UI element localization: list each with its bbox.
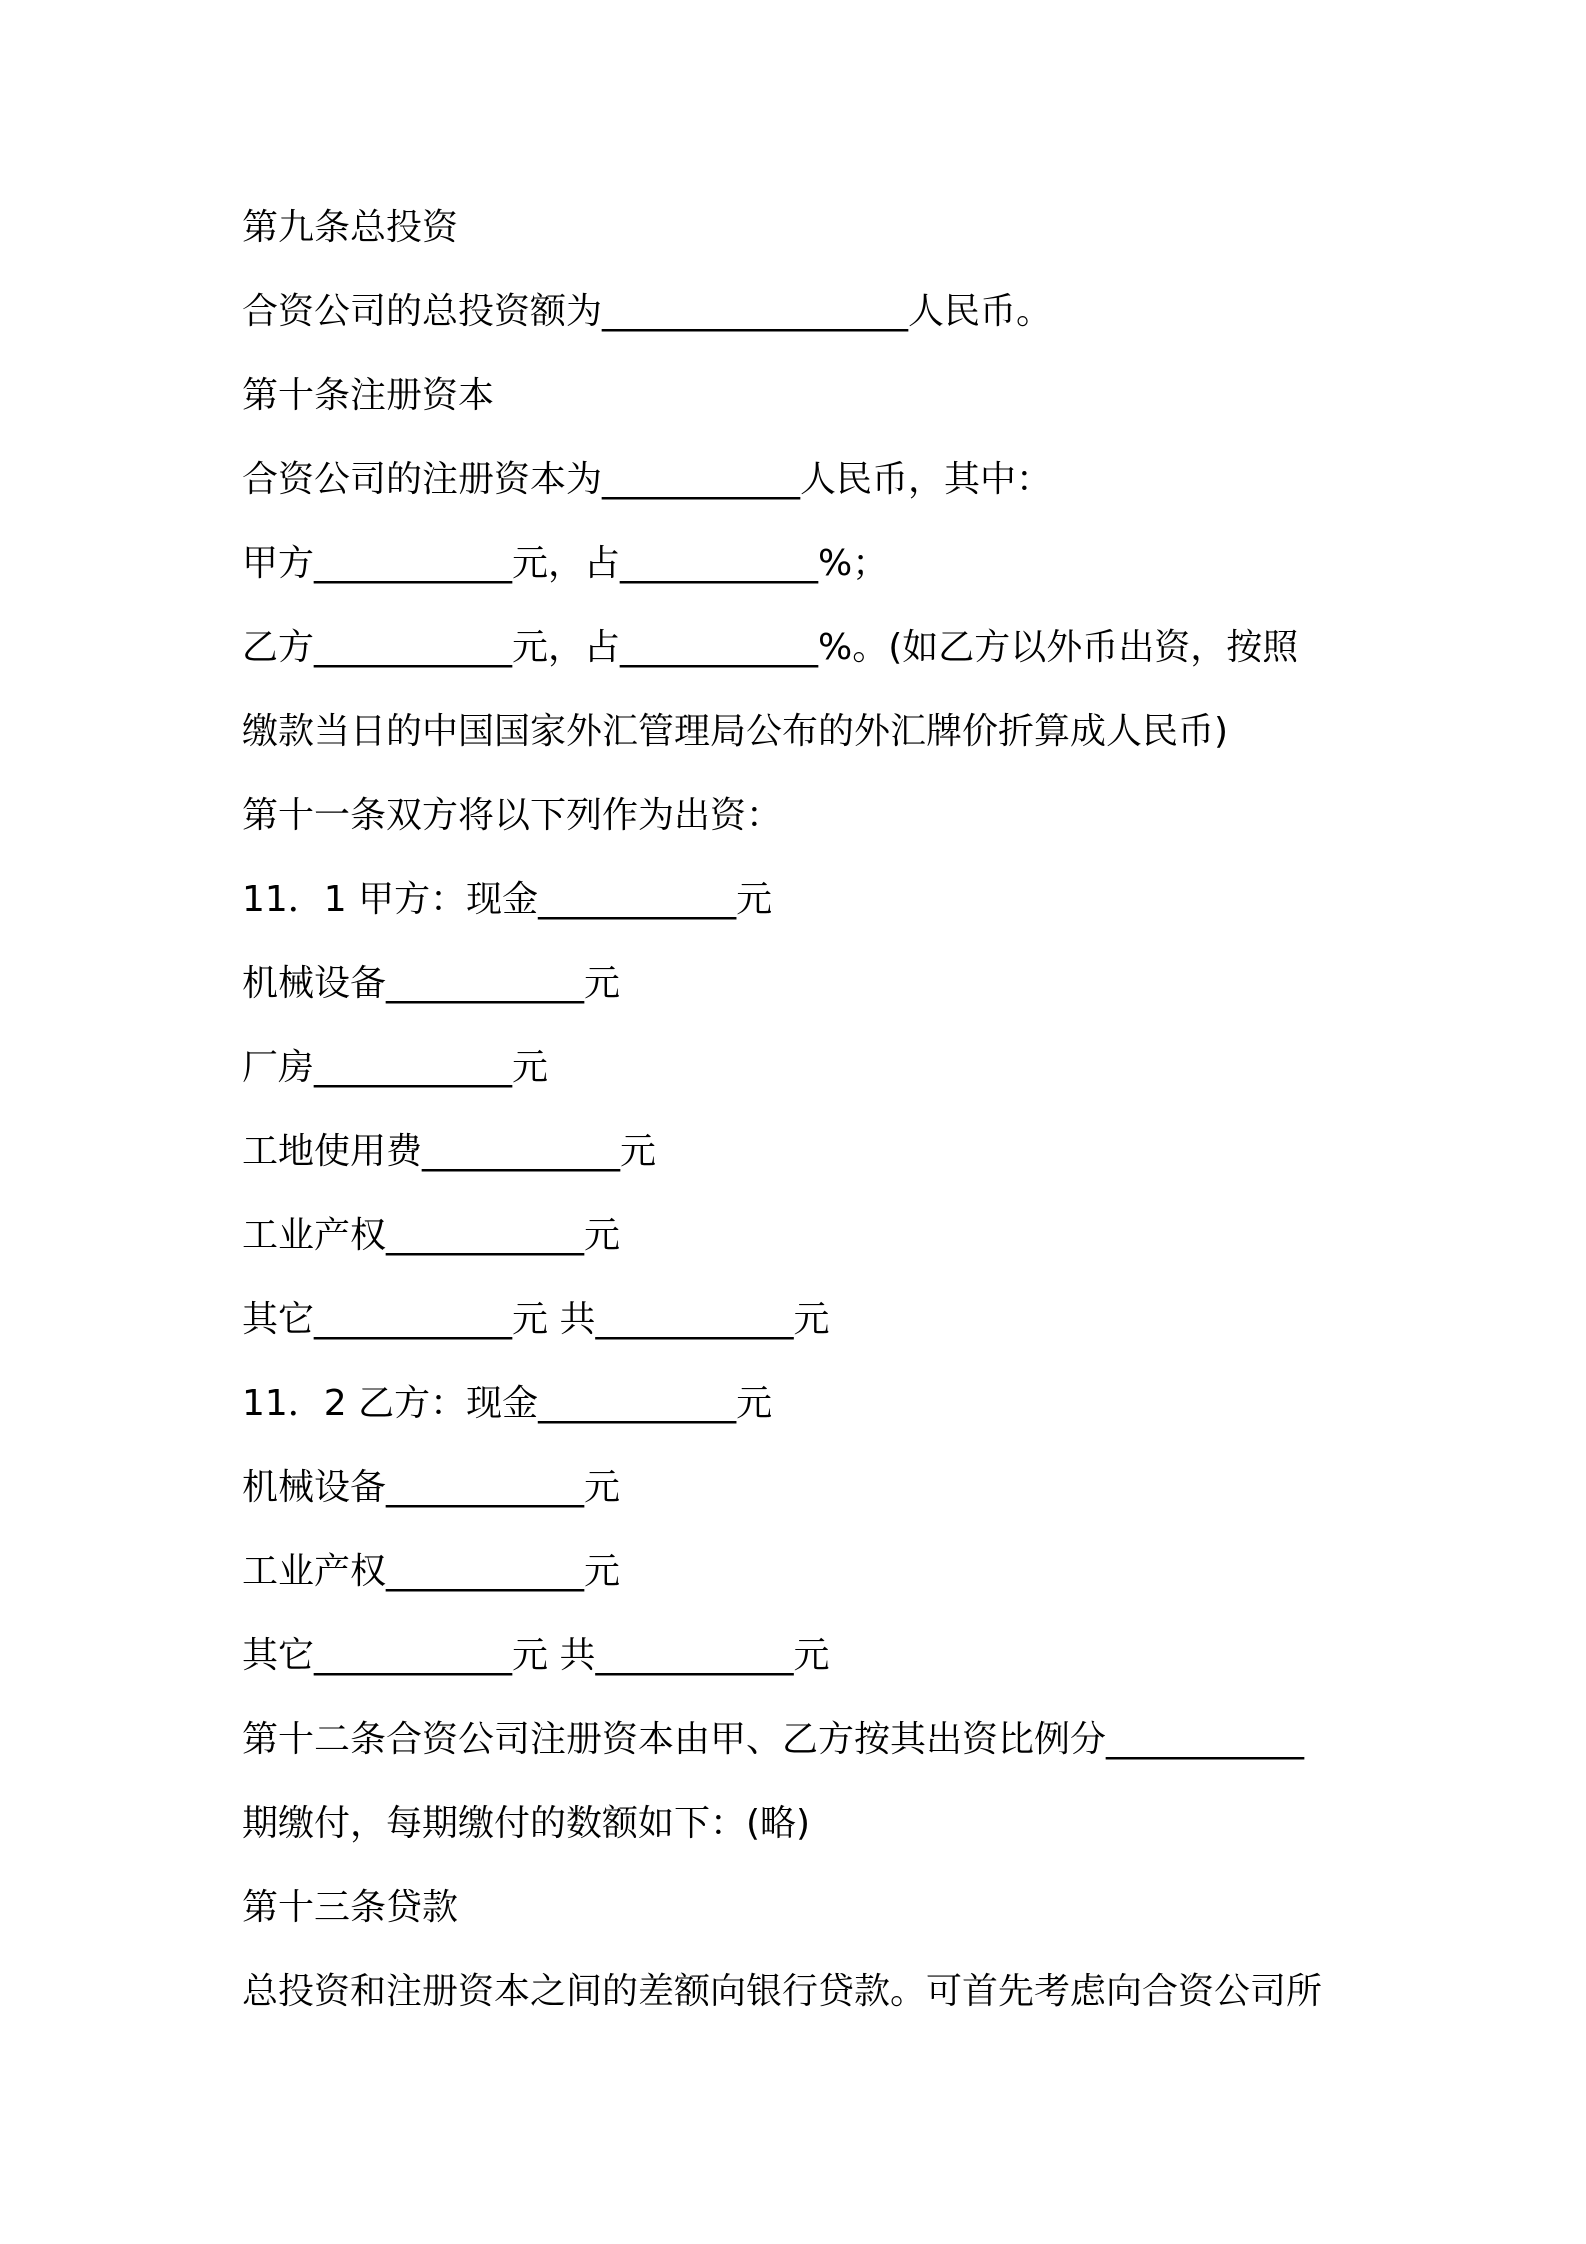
party-b-cash-line: 11．2 乙方：现金___________元 <box>242 1383 773 1424</box>
registered-capital-line: 合资公司的注册资本为___________人民币，其中： <box>242 459 1053 500</box>
party-a-share-line: 甲方___________元，占___________%； <box>242 543 889 584</box>
article-12-line: 第十二条合资公司注册资本由甲、乙方按其出资比例分___________ <box>242 1719 1305 1760</box>
article-12-continuation-line: 期缴付，每期缴付的数额如下：(略) <box>242 1803 811 1844</box>
party-b-share-line: 乙方___________元，占___________%。(如乙方以外币出资，按照 <box>242 627 1299 668</box>
article-11-heading: 第十一条双方将以下列作为出资： <box>242 795 783 836</box>
party-a-site-fee-line: 工地使用费___________元 <box>242 1131 657 1172</box>
party-b-other-total-line: 其它___________元 共___________元 <box>242 1635 830 1676</box>
party-a-cash-line: 11．1 甲方：现金___________元 <box>242 879 773 920</box>
article-9-heading: 第九条总投资 <box>242 207 459 248</box>
party-a-other-total-line: 其它___________元 共___________元 <box>242 1299 830 1340</box>
party-a-plant-line: 厂房___________元 <box>242 1047 549 1088</box>
party-b-ip-line: 工业产权___________元 <box>242 1551 621 1592</box>
party-a-ip-line: 工业产权___________元 <box>242 1215 621 1256</box>
party-a-machinery-line: 机械设备___________元 <box>242 963 621 1004</box>
article-10-heading: 第十条注册资本 <box>242 375 495 416</box>
exchange-rate-note-line: 缴款当日的中国国家外汇管理局公布的外汇牌价折算成人民币) <box>242 711 1229 752</box>
total-investment-line: 合资公司的总投资额为_________________人民币。 <box>242 291 1053 332</box>
article-13-heading: 第十三条贷款 <box>242 1887 459 1928</box>
loan-paragraph-line: 总投资和注册资本之间的差额向银行贷款。可首先考虑向合资公司所 <box>242 1971 1323 2012</box>
party-b-machinery-line: 机械设备___________元 <box>242 1467 621 1508</box>
